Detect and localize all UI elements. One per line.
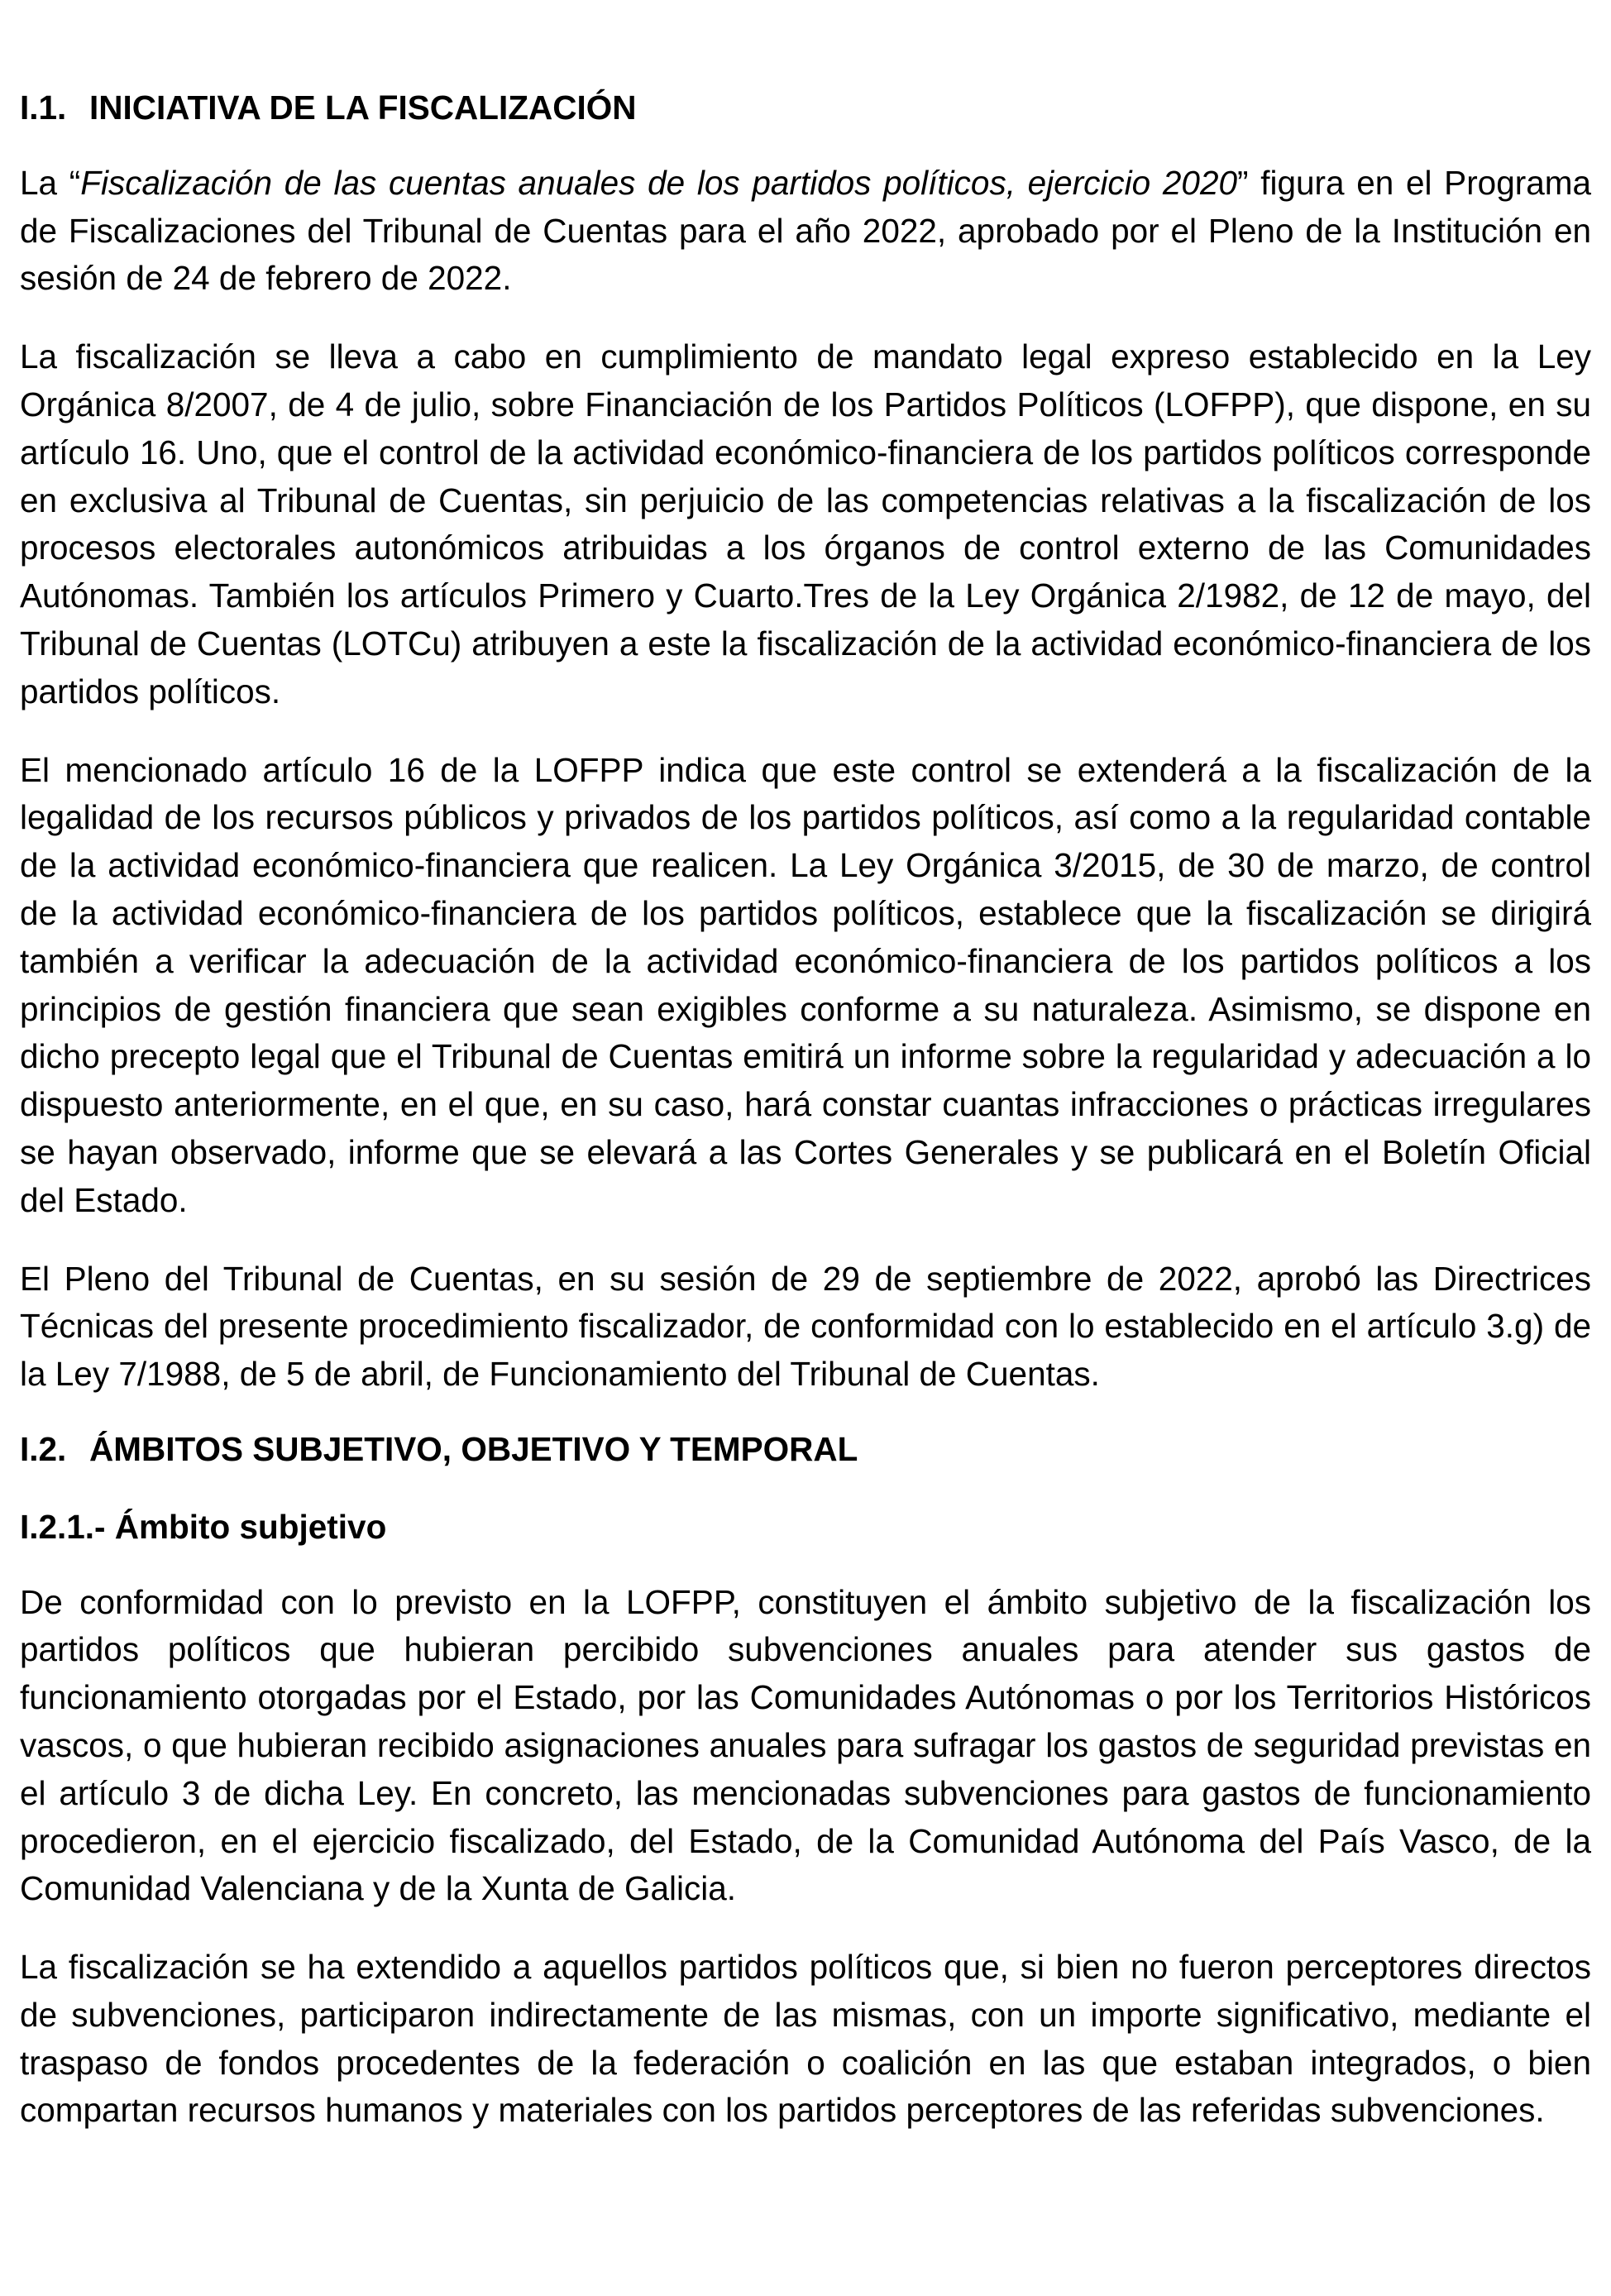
section-heading-1-1 [20, 84, 1591, 132]
section-number: I.1. [20, 88, 67, 127]
paragraph-iniciativa-3: El mencionado artículo 16 de la LOFPP indica que este control se extenderá a la fiscalización de la legalidad de los recursos públicos y privados de los partidos políticos, así como a la regularidad contable de la actividad económico-financiera que realicen. La Ley Orgánica 3/2015, de 30 de marzo, de control de la actividad económico-financiera de los partidos políticos, establece que la fiscalización se dirigirá también a verificar la adecuación de la actividad económico-financiera de los partidos políticos a los principios de gestión financiera que sean exigibles conforme a su naturaleza. Asimismo, se dispone en dicho precepto legal que el Tribunal de Cuentas emitirá un informe sobre la regularidad y adecuación a lo dispuesto anteriormente, en el que, en su caso, hará constar cuantas infracciones o prácticas irregulares se hayan observado, informe que se elevará a las Cortes Generales y se publicará en el Boletín Oficial del Estado. [20, 750, 1591, 1219]
section-heading-1-2 [20, 1426, 1591, 1474]
paragraph-ambito-subjetivo-2: La fiscalización se ha extendido a aquellos partidos políticos que, si bien no fueron perceptores directos de subvenciones, participaron indirectamente de las mismas, con un importe significativo, mediante el traspaso de fondos procedentes de la federación o coalición en las que estaban integrados, o bien compartan recursos humanos y materiales con los partidos perceptores de las referidas subvenciones. [20, 1948, 1591, 2130]
paragraph-ambito-subjetivo-1: De conformidad con lo previsto en la LOFPP, constituyen el ámbito subjetivo de la fiscalización los partidos políticos que hubieran percibido subvenciones anuales para atender sus gastos de funcionamiento otorgadas por el Estado, por las Comunidades Autónomas o por los Territorios Históricos vascos, o que hubieran recibido asignaciones anuales para sufragar los gastos de seguridad previstas en el artículo 3 de dicha Ley. En concreto, las mencionadas subvenciones para gastos de funcionamiento procedieron, en el ejercicio fiscalizado, del Estado, de la Comunidad Autónoma del País Vasco, de la Comunidad Valenciana y de la Xunta de Galicia. [20, 1582, 1591, 1908]
paragraph-text: La “ [20, 163, 81, 202]
italic-report-title: Fiscalización de las cuentas anuales de los partidos políticos, ejercicio 2020 [80, 163, 1238, 202]
paragraph-text: ” figura en el Programa de Fiscalizaciones del Tribunal de Cuentas para el año 2022, aprobado por el Pleno de la Institución en sesión de 24 de febrero de 2022. [20, 163, 1592, 298]
subsection-heading-1-2-1: I.2.1.- Ámbito subjetivo [20, 1507, 387, 1546]
section-title: INICIATIVA DE LA FISCALIZACIÓN [89, 88, 637, 127]
document-page [20, 84, 1591, 2135]
section-number: I.2. [20, 1429, 67, 1468]
paragraph-iniciativa-2: La fiscalización se lleva a cabo en cumplimiento de mandato legal expreso establecido en la Ley Orgánica 8/2007, de 4 de julio, sobre Financiación de los Partidos Políticos (LOFPP), que dispone, en su artículo 16. Uno, que el control de la actividad económico-financiera de los partidos políticos corresponde en exclusiva al Tribunal de Cuentas, sin perjuicio de las competencias relativas a la fiscalización de los procesos electorales autonómicos atribuidas a los órganos de control externo de las Comunidades Autónomas. También los artículos Primero y Cuarto.Tres de la Ley Orgánica 2/1982, de 12 de mayo, del Tribunal de Cuentas (LOTCu) atribuyen a este la fiscalización de la actividad económico-financiera de los partidos políticos. [20, 337, 1591, 710]
section-title: ÁMBITOS SUBJETIVO, OBJETIVO Y TEMPORAL [89, 1429, 858, 1468]
paragraph-iniciativa-1 [20, 160, 1591, 303]
paragraph-iniciativa-4: El Pleno del Tribunal de Cuentas, en su sesión de 29 de septiembre de 2022, aprobó las Directrices Técnicas del presente procedimiento fiscalizador, de conformidad con lo establecido en el artículo 3.g) de la Ley 7/1988, de 5 de abril, de Funcionamiento del Tribunal de Cuentas. [20, 1259, 1591, 1394]
